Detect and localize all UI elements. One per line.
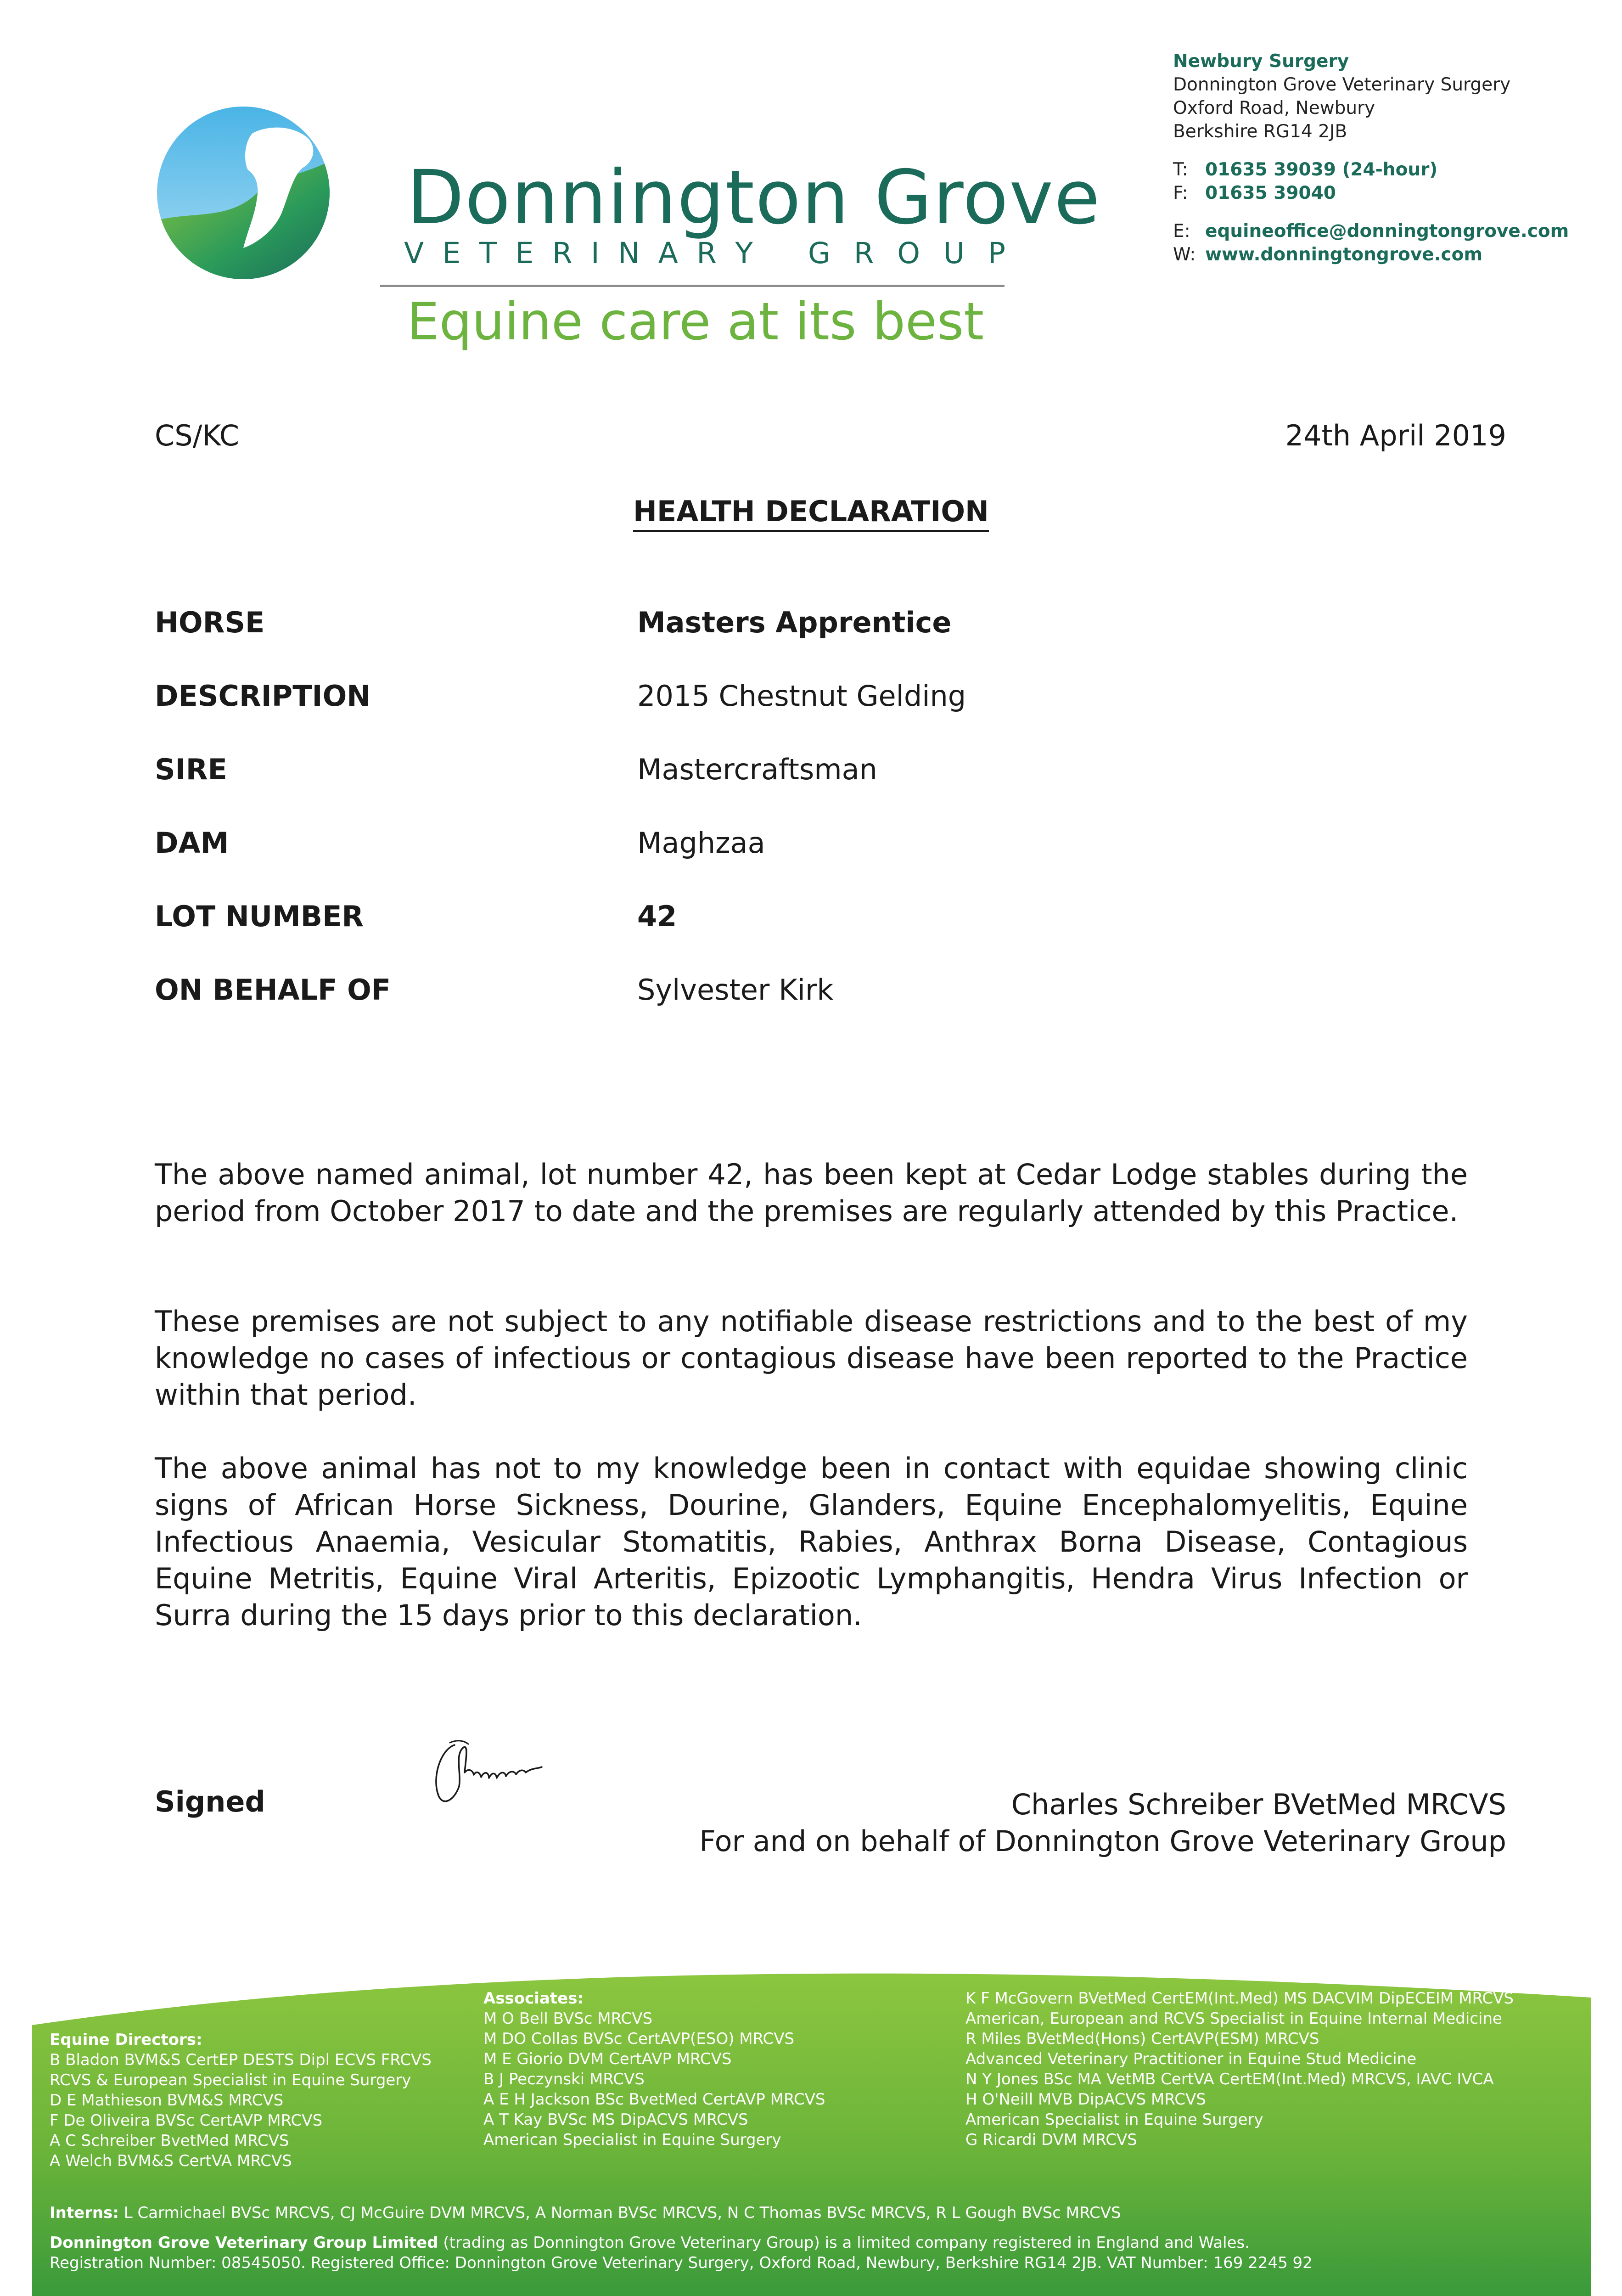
paragraph-premises: The above named animal, lot number 42, has been kept at Cedar Lodge stables during the period from October 2017 to date and the premises are regularly attended by this Practice. <box>155 1158 1468 1228</box>
associate-item: M DO Collas BVSc CertAVP(ESO) MRCVS <box>483 2030 795 2048</box>
signed-label: Signed <box>155 1785 265 1818</box>
paragraph-restrictions: These premises are not subject to any notifiable disease restrictions and to the best of my knowledge no cases of infectious or contagious disease have been reported to the Practice within that period. <box>155 1305 1468 1412</box>
associate-item: A E H Jackson BSc BvetMed CertAVP MRCVS <box>483 2090 825 2109</box>
signer-behalf: For and on behalf of Donnington Grove Veterinary Group <box>699 1824 1506 1858</box>
brand-name: Donnington Grove <box>407 155 1101 241</box>
director-item: RCVS & European Specialist in Equine Surgery <box>50 2071 411 2089</box>
specialist-item: American, European and RCVS Specialist in Equine Internal Medicine <box>965 2009 1502 2028</box>
logo <box>156 106 331 280</box>
telephone-row <box>1173 158 1569 181</box>
address-line-3: Berkshire RG14 2JB <box>1173 121 1347 142</box>
director-item: B Bladon BVM&S CertEP DESTS Dipl ECVS FRCVS <box>50 2051 432 2069</box>
company-text: (trading as Donnington Grove Veterinary Group) is a limited company registered in England and Wales. <box>443 2234 1250 2252</box>
brand-subtitle-veterinary: V E T E R I N A R Y <box>404 236 753 270</box>
field-label-sire: SIRE <box>155 753 227 786</box>
associate-item: A T Kay BVSc MS DipACVS MRCVS <box>483 2110 748 2129</box>
signer-block <box>699 1786 1506 1860</box>
associates-heading: Associates: <box>483 1989 584 2008</box>
associate-item: M O Bell BVSc MRCVS <box>483 2009 653 2028</box>
field-value-horse: Masters Apprentice <box>637 606 952 639</box>
surgery-name: Newbury Surgery <box>1173 51 1349 72</box>
associate-item: M E Giorio DVM CertAVP MRCVS <box>483 2050 732 2068</box>
website-link[interactable]: www.donningtongrove.com <box>1205 244 1483 265</box>
field-value-description: 2015 Chestnut Gelding <box>637 679 966 713</box>
address-line-1: Donnington Grove Veterinary Surgery <box>1173 74 1511 95</box>
field-label-description: DESCRIPTION <box>155 679 371 713</box>
email-link[interactable]: equineoffice@donningtongrove.com <box>1205 221 1569 242</box>
specialist-item: G Ricardi DVM MRCVS <box>965 2131 1137 2149</box>
specialist-item: K F McGovern BVetMed CertEM(Int.Med) MS DACVIM DipECEIM MRCVS <box>965 1989 1514 2008</box>
associate-item: B J Peczynski MRCVS <box>483 2070 645 2088</box>
telephone-number: 01635 39039 (24-hour) <box>1205 159 1438 180</box>
interns-list: L Carmichael BVSc MRCVS, CJ McGuire DVM MRCVS, A Norman BVSc MRCVS, N C Thomas BVSc MRCVS, R L Gough BVSc MRCVS <box>123 2204 1121 2222</box>
email-row <box>1173 219 1569 243</box>
field-value-sire: Mastercraftsman <box>637 753 877 786</box>
directors-heading: Equine Directors: <box>50 2031 202 2049</box>
website-label: W: <box>1173 244 1196 265</box>
brand-subtitle-group: G R O U P <box>808 236 1005 270</box>
specialist-item: H O'Neill MVB DipACVS MRCVS <box>965 2090 1206 2109</box>
specialist-item: Advanced Veterinary Practitioner in Equine Stud Medicine <box>965 2050 1417 2068</box>
tagline: Equine care at its best <box>407 292 984 352</box>
document-title <box>0 497 1622 526</box>
paragraph-disease-contact: The above animal has not to my knowledge been in contact with equidae showing clinic signs of African Horse Sickness, Dourine, Glanders, Equine Encephalomyelitis, Equine Infectious Anaemia, Vesicular Stomatitis, Rabies, Anthrax Borna Disease, Contagious Equine Metritis, Equine Viral Arteritis, Epizootic Lymphangitis, Hendra Virus Infection or Surra during the 15 days prior to this declaration. <box>155 1452 1468 1632</box>
registration-line: Registration Number: 08545050. Registered Office: Donnington Grove Veterinary Surgery, Oxford Road, Newbury, Berkshire RG14 2JB. VAT Number: 169 2245 92 <box>50 2254 1313 2272</box>
brand-divider <box>380 285 1005 287</box>
signature <box>422 1727 569 1818</box>
field-value-dam: Maghzaa <box>637 826 765 860</box>
fax-label: F: <box>1173 183 1188 203</box>
specialist-item: American Specialist in Equine Surgery <box>965 2110 1263 2129</box>
field-value-lot-number: 42 <box>637 900 677 933</box>
interns-label: Interns: <box>50 2204 119 2222</box>
telephone-label: T: <box>1173 159 1188 180</box>
company-name: Donnington Grove Veterinary Group Limited <box>50 2234 438 2252</box>
letter-date: 24th April 2019 <box>1285 419 1506 452</box>
director-item: A C Schreiber BvetMed MRCVS <box>50 2132 289 2150</box>
specialist-item: R Miles BVetMed(Hons) CertAVP(ESM) MRCVS <box>965 2030 1319 2048</box>
specialist-item: N Y Jones BSc MA VetMB CertVA CertEM(Int.Med) MRCVS, IAVC IVCA <box>965 2070 1494 2088</box>
address-line-2: Oxford Road, Newbury <box>1173 98 1375 118</box>
field-label-horse: HORSE <box>155 606 265 639</box>
director-item: F De Oliveira BVSc CertAVP MRCVS <box>50 2111 323 2130</box>
letter-reference: CS/KC <box>155 419 240 452</box>
signer-name: Charles Schreiber BVetMed MRCVS <box>1011 1788 1506 1821</box>
footer-band <box>0 1952 1622 2296</box>
director-item: D E Mathieson BVM&S MRCVS <box>50 2091 284 2110</box>
email-label: E: <box>1173 221 1190 242</box>
fax-row <box>1173 181 1569 205</box>
field-label-lot-number: LOT NUMBER <box>155 900 364 933</box>
field-label-dam: DAM <box>155 826 229 860</box>
associate-item: American Specialist in Equine Surgery <box>483 2131 781 2149</box>
fax-number: 01635 39040 <box>1205 183 1336 203</box>
field-value-on-behalf-of: Sylvester Kirk <box>637 973 834 1007</box>
website-row <box>1173 243 1569 266</box>
field-label-on-behalf-of: ON BEHALF OF <box>155 973 391 1007</box>
brand-subtitle <box>404 236 1005 270</box>
document-title-text: HEALTH DECLARATION <box>633 495 989 532</box>
contact-block <box>1173 50 1569 266</box>
director-item: A Welch BVM&S CertVA MRCVS <box>50 2152 292 2170</box>
